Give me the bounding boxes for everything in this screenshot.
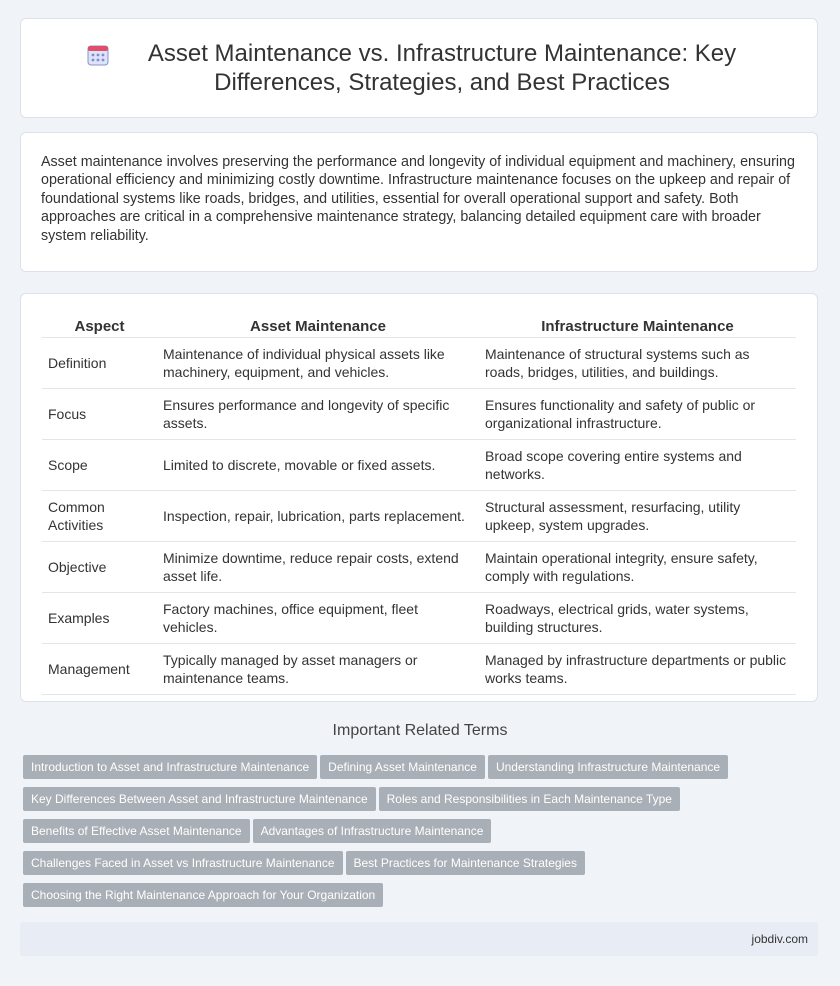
comparison-table-card (20, 293, 818, 702)
table-cell-aspect: Common Activities (42, 491, 157, 542)
column-header: Asset Maintenance (157, 314, 479, 338)
table-cell-asset: Minimize downtime, reduce repair costs, extend asset life. (157, 542, 479, 593)
related-term-tag[interactable]: Roles and Responsibilities in Each Maintenance Type (379, 787, 680, 811)
table-cell-aspect: Objective (42, 542, 157, 593)
table-cell-aspect: Definition (42, 338, 157, 389)
related-term-tag[interactable]: Challenges Faced in Asset vs Infrastructure Maintenance (23, 851, 343, 875)
related-term-tag[interactable]: Introduction to Asset and Infrastructure Maintenance (23, 755, 317, 779)
footer-site-link[interactable]: jobdiv.com (751, 932, 808, 946)
related-term-tag[interactable]: Understanding Infrastructure Maintenance (488, 755, 728, 779)
table-cell-aspect: Scope (42, 440, 157, 491)
table-cell-infrastructure: Maintenance of structural systems such as roads, bridges, utilities, and buildings. (479, 338, 796, 389)
related-term-tag[interactable]: Advantages of Infrastructure Maintenance (253, 819, 492, 843)
table-cell-asset: Maintenance of individual physical assets like machinery, equipment, and vehicles. (157, 338, 479, 389)
table-cell-infrastructure: Roadways, electrical grids, water systems, building structures. (479, 593, 796, 644)
related-term-tag[interactable]: Best Practices for Maintenance Strategies (346, 851, 585, 875)
table-cell-infrastructure: Managed by infrastructure departments or public works teams. (479, 644, 796, 695)
table-row (42, 542, 796, 593)
related-term-tag[interactable]: Defining Asset Maintenance (320, 755, 485, 779)
page-title: Asset Maintenance vs. Infrastructure Maintenance: Key Differences, Strategies, and Best Practices (147, 40, 737, 96)
related-terms-list (23, 755, 813, 915)
table-cell-asset: Typically managed by asset managers or maintenance teams. (157, 644, 479, 695)
related-terms-heading: Important Related Terms (332, 722, 508, 739)
table-cell-aspect: Focus (42, 389, 157, 440)
intro-paragraph: Asset maintenance involves preserving the performance and longevity of individual equipment and machinery, ensuring operational efficiency and minimizing costly downtime. Infrastructure maintenance focuses on the upkeep and repair of foundational systems like roads, bridges, and utilities, essential for overall operational support and safety. Both approaches are critical in a comprehensive maintenance strategy, balancing detailed equipment care with broader system reliability. (41, 154, 795, 244)
table-row (42, 338, 796, 389)
table-cell-aspect: Examples (42, 593, 157, 644)
footer-bar (20, 922, 818, 956)
table-cell-infrastructure: Broad scope covering entire systems and networks. (479, 440, 796, 491)
table-cell-aspect: Management (42, 644, 157, 695)
table-row (42, 593, 796, 644)
related-term-tag[interactable]: Choosing the Right Maintenance Approach for Your Organization (23, 883, 383, 907)
calendar-icon (86, 43, 110, 67)
table-cell-infrastructure: Ensures functionality and safety of public or organizational infrastructure. (479, 389, 796, 440)
table-row (42, 644, 796, 695)
column-header: Infrastructure Maintenance (479, 314, 796, 338)
table-cell-asset: Inspection, repair, lubrication, parts replacement. (157, 491, 479, 542)
related-term-tag[interactable]: Benefits of Effective Asset Maintenance (23, 819, 250, 843)
table-header-row (42, 314, 796, 338)
header-card (20, 18, 818, 118)
table-cell-asset: Ensures performance and longevity of specific assets. (157, 389, 479, 440)
table-cell-infrastructure: Structural assessment, resurfacing, utility upkeep, system upgrades. (479, 491, 796, 542)
column-header: Aspect (42, 314, 157, 338)
table-row (42, 491, 796, 542)
table-row (42, 440, 796, 491)
related-term-tag[interactable]: Key Differences Between Asset and Infrastructure Maintenance (23, 787, 376, 811)
table-cell-asset: Factory machines, office equipment, fleet vehicles. (157, 593, 479, 644)
intro-card (20, 132, 818, 272)
comparison-table (42, 314, 796, 695)
table-cell-infrastructure: Maintain operational integrity, ensure safety, comply with regulations. (479, 542, 796, 593)
table-cell-asset: Limited to discrete, movable or fixed assets. (157, 440, 479, 491)
table-row (42, 389, 796, 440)
